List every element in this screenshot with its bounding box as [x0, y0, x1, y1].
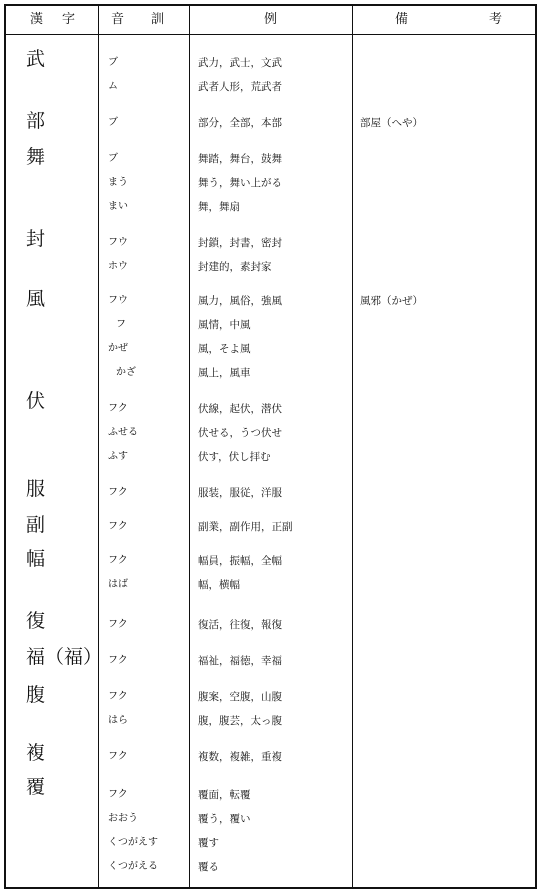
reading-cell: フウ	[108, 295, 128, 306]
column-divider	[352, 6, 353, 887]
example-cell: 封建的，素封家	[198, 261, 272, 273]
kanji-entry: 服	[26, 478, 46, 500]
example-cell: 部分，全部，本部	[198, 117, 282, 129]
reading-cell: ふせる	[108, 427, 138, 438]
reading-cell: はば	[108, 579, 128, 590]
example-cell: 腹，腹芸，太っ腹	[198, 715, 282, 727]
example-cell: 副業，副作用，正副	[198, 521, 293, 533]
reading-cell: ブ	[108, 117, 118, 128]
header-divider	[6, 34, 535, 35]
kanji-entry: 舞	[26, 146, 46, 168]
example-cell: 複数，複雑，重複	[198, 751, 282, 763]
kanji-entry: 福（福）	[26, 646, 103, 668]
kanji-entry: 部	[26, 110, 46, 132]
reading-cell: フ	[116, 319, 126, 330]
example-cell: 武力，武士，文武	[198, 57, 282, 69]
remarks-cell: 風邪（かぜ）	[360, 295, 423, 307]
header-remarks-char-2: 考	[489, 12, 503, 27]
kanji-entry: 復	[26, 610, 46, 632]
header-reading-char-2: 訓	[151, 12, 165, 27]
example-cell: 福祉，福徳，幸福	[198, 655, 282, 667]
column-divider	[98, 6, 99, 887]
kanji-entry: 伏	[26, 390, 46, 412]
reading-cell: フク	[108, 487, 128, 498]
reading-cell: かぜ	[108, 343, 128, 354]
reading-cell: フク	[108, 691, 128, 702]
reading-cell: ブ	[108, 153, 118, 164]
example-cell: 風情，中風	[198, 319, 251, 331]
kanji-entry: 覆	[26, 776, 46, 798]
example-cell: 覆う，覆い	[198, 813, 251, 825]
header-reading	[99, 6, 189, 34]
kanji-entry: 封	[26, 228, 46, 250]
reading-cell: ふす	[108, 451, 128, 462]
example-cell: 舞踏，舞台，鼓舞	[198, 153, 282, 165]
column-divider	[189, 6, 190, 887]
kanji-entry: 武	[26, 48, 46, 70]
header-kanji	[6, 6, 98, 34]
reading-cell: おおう	[108, 813, 138, 824]
reading-cell: くつがえす	[108, 837, 158, 848]
reading-cell: ホウ	[108, 261, 128, 272]
example-cell: 幅，横幅	[198, 579, 240, 591]
reading-cell: フク	[108, 555, 128, 566]
kanji-entry: 幅	[26, 548, 46, 570]
example-cell: 伏せる，うつ伏せ	[198, 427, 282, 439]
example-cell: 封鎖，封書，密封	[198, 237, 282, 249]
example-cell: 風上，風車	[198, 367, 251, 379]
kanji-entry: 腹	[26, 684, 46, 706]
reading-cell: フウ	[108, 237, 128, 248]
header-reading-char-1: 音	[111, 12, 125, 27]
example-cell: 舞う，舞い上がる	[198, 177, 282, 189]
reading-cell: ブ	[108, 57, 118, 68]
header-kanji-char-1: 漢	[30, 12, 44, 27]
kanji-table	[4, 4, 537, 889]
reading-cell: まい	[108, 201, 128, 212]
example-cell: 服装，服従，洋服	[198, 487, 282, 499]
kanji-entry: 複	[26, 742, 46, 764]
example-cell: 腹案，空腹，山腹	[198, 691, 282, 703]
header-kanji-char-2: 字	[62, 12, 76, 27]
header-example-char: 例	[264, 12, 278, 27]
reading-cell: かざ	[116, 367, 136, 378]
example-cell: 舞，舞扇	[198, 201, 240, 213]
reading-cell: フク	[108, 619, 128, 630]
kanji-entry: 副	[26, 514, 46, 536]
example-cell: 伏す，伏し拝む	[198, 451, 271, 463]
reading-cell: フク	[108, 751, 128, 762]
reading-cell: まう	[108, 177, 128, 188]
header-remarks	[353, 6, 535, 34]
header-remarks-char-1: 備	[395, 12, 409, 27]
example-cell: 覆る	[198, 861, 219, 873]
example-cell: 武者人形，荒武者	[198, 81, 282, 93]
example-cell: 風，そよ風	[198, 343, 251, 355]
reading-cell: くつがえる	[108, 861, 158, 872]
reading-cell: フク	[108, 789, 128, 800]
reading-cell: フク	[108, 655, 128, 666]
header-example	[190, 6, 352, 34]
example-cell: 幅員，振幅，全幅	[198, 555, 282, 567]
reading-cell: はら	[108, 715, 128, 726]
remarks-cell: 部屋（へや）	[360, 117, 423, 129]
example-cell: 覆す	[198, 837, 219, 849]
example-cell: 伏線，起伏，潜伏	[198, 403, 282, 415]
example-cell: 風力，風俗，強風	[198, 295, 282, 307]
reading-cell: ム	[108, 81, 118, 92]
reading-cell: フク	[108, 521, 128, 532]
example-cell: 復活，往復，報復	[198, 619, 282, 631]
reading-cell: フク	[108, 403, 128, 414]
example-cell: 覆面，転覆	[198, 789, 251, 801]
kanji-entry: 風	[26, 288, 46, 310]
